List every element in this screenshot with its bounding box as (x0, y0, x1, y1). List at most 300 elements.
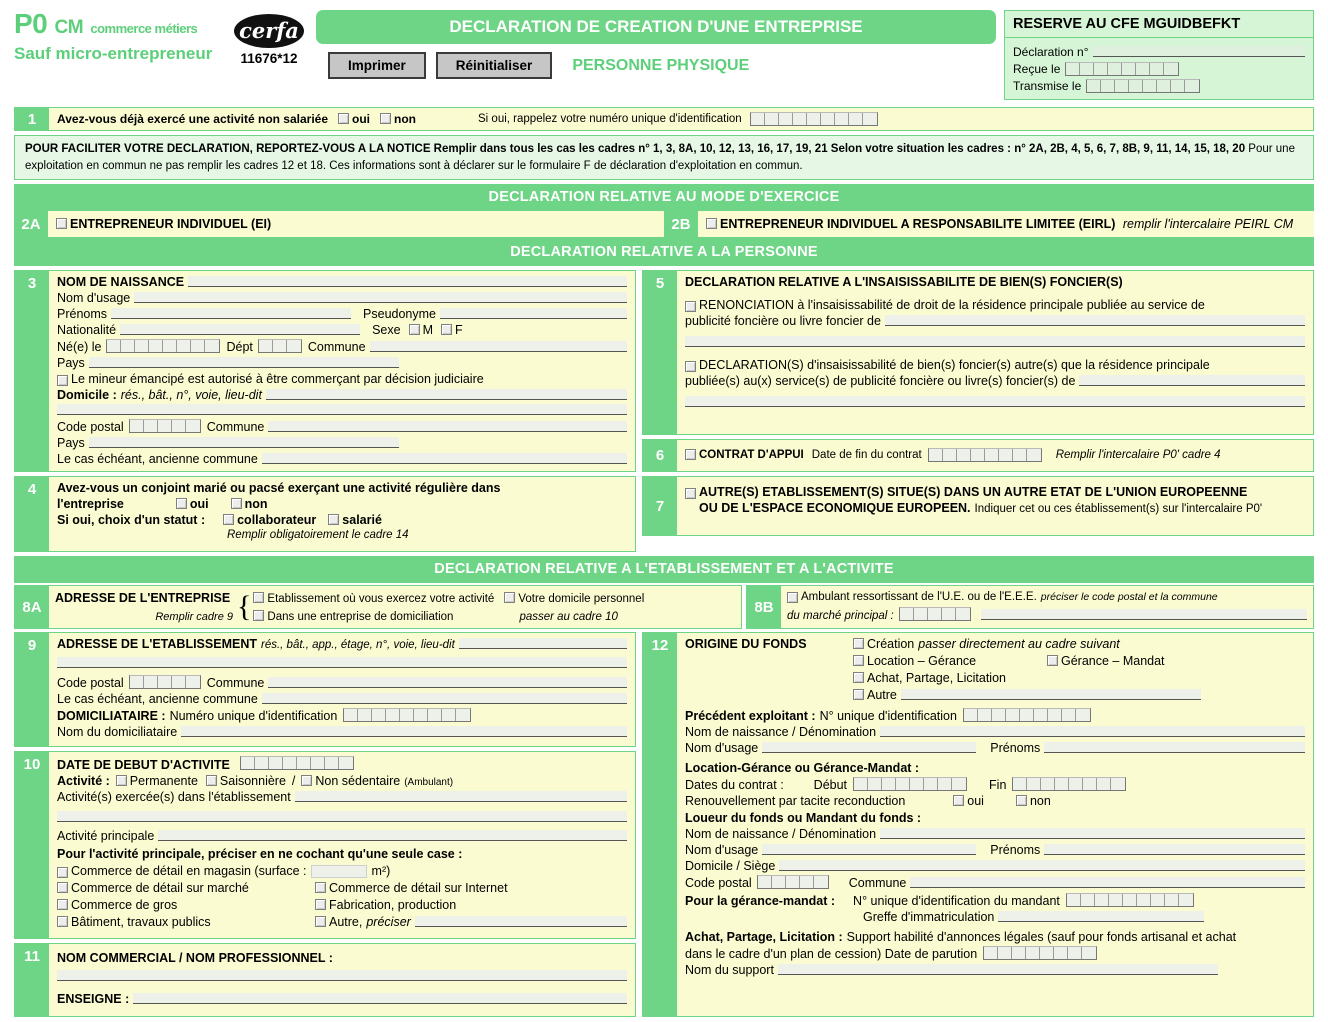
section-12 (642, 632, 1314, 1017)
opt-creation[interactable]: Création (853, 637, 914, 651)
section-5-body (677, 271, 1313, 434)
loueur-nom-naissance-input[interactable] (880, 828, 1305, 839)
precedent-nom-naissance-row (685, 725, 1305, 739)
section-9-hint: rés., bât., app., étage, n°, voie, lieu-dit (260, 639, 455, 652)
pays-domicile-input[interactable] (89, 437, 399, 448)
section-1-oui[interactable]: oui (338, 112, 370, 126)
section-4-body (49, 477, 635, 551)
checkbox-internet-icon[interactable] (315, 882, 326, 893)
section-9-ancienne-row (57, 692, 627, 706)
apl-support-input[interactable] (778, 964, 1218, 975)
commune-label: Commune (307, 340, 366, 355)
domiciliataire-label: DOMICILIATAIRE : (57, 709, 166, 724)
checkbox-salarie-icon[interactable] (328, 514, 339, 525)
nom-domiciliataire-row (57, 725, 627, 739)
pays-naissance-row (57, 356, 627, 370)
pays2-label: Pays (57, 436, 85, 451)
sexe-f-option[interactable]: F (441, 323, 463, 337)
precedent-nom-usage-input[interactable] (762, 742, 976, 753)
ancienne-commune-label: Le cas échéant, ancienne commune (57, 452, 258, 467)
declarations-label-2: publiée(s) au(x) service(s) de publicité foncière ou livre(s) foncier(s) de (685, 374, 1076, 389)
nationalite-input[interactable] (120, 324, 360, 335)
opt-autre[interactable]: Autre, (315, 915, 362, 929)
code-postal-cells[interactable] (129, 419, 201, 433)
section-12-title: ORIGINE DU FONDS (685, 637, 807, 652)
checkbox-mineur-icon[interactable] (57, 375, 68, 386)
checkbox-domiciliation-icon[interactable] (253, 610, 264, 621)
nom-domiciliataire-label: Nom du domiciliataire (57, 725, 178, 740)
section-5-title: DECLARATION RELATIVE A L'INSAISISSABILITE DE BIEN(S) FONCIER(S) (685, 275, 1123, 290)
nom-naissance-row (57, 275, 627, 289)
opt-batiment[interactable]: Bâtiment, travaux publics (57, 915, 315, 929)
pseudonyme-input[interactable] (440, 308, 627, 319)
checkbox-renouvellement-oui-icon[interactable] (953, 795, 964, 806)
apl-row (685, 930, 1305, 944)
section-1 (14, 107, 1314, 131)
section-8a-line1 (253, 592, 735, 605)
activites-exercees-row (57, 790, 627, 804)
declarations-row-2 (685, 374, 1305, 388)
checkbox-non-icon[interactable] (380, 113, 391, 124)
checkbox-autres-etablissements-icon[interactable] (685, 488, 696, 499)
section-9-body (49, 633, 635, 746)
checkbox-eirl-icon[interactable] (706, 218, 717, 229)
apl-row-2 (685, 946, 1305, 961)
section-4-oui[interactable]: oui (176, 497, 209, 511)
checkbox-sexe-m-icon[interactable] (409, 324, 420, 335)
section-9-cp-row (57, 675, 627, 690)
section-11-title: NOM COMMERCIAL / NOM PROFESSIONNEL : (57, 951, 333, 966)
renouvellement-oui[interactable]: oui (953, 794, 984, 808)
apl-support-row (685, 963, 1305, 977)
checkbox-etablissement-icon[interactable] (253, 592, 264, 603)
checkbox-conjoint-oui-icon[interactable] (176, 498, 187, 509)
option-domiciliation[interactable]: Dans une entreprise de domiciliation (253, 610, 453, 623)
nom-usage-label: Nom d'usage (57, 291, 131, 306)
domiciliataire-cells[interactable] (343, 708, 471, 722)
section-4-non[interactable]: non (231, 497, 268, 511)
declarations-label: DECLARATION(S) d'insaisissabilité de bien(s) foncier(s) autre(s) que la résidence principale (699, 358, 1210, 373)
loueur-title: Loueur du fonds ou Mandant du fonds : (685, 811, 922, 826)
section-1-question: Avez-vous déjà exercé une activité non salariée (57, 112, 329, 126)
loueur-domicile-input[interactable] (779, 860, 1305, 871)
section-9-title: ADRESSE DE L'ETABLISSEMENT (57, 637, 257, 652)
checkbox-gerance-mandat-icon[interactable] (1047, 655, 1058, 666)
naissance-row (57, 339, 627, 354)
pays-naissance-input[interactable] (89, 357, 399, 368)
dates-contrat-label: Dates du contrat : (685, 778, 784, 793)
declarations-row[interactable] (685, 358, 1305, 372)
precision-label: Pour l'activité principale, préciser en ne cochant qu'une seule case : (57, 847, 463, 862)
section-8a-title: ADRESSE DE L'ENTREPRISE (55, 591, 231, 606)
section-7-number: 7 (643, 477, 677, 535)
opt-marche[interactable]: Commerce de détail sur marché (57, 881, 315, 895)
form-header (0, 0, 1328, 100)
debut-label: Début (813, 778, 848, 793)
header-actions (316, 52, 996, 79)
loueur-commune-label: Commune (848, 876, 907, 891)
loueur-nom-usage-input[interactable] (762, 844, 976, 855)
apl-title: Achat, Partage, Licitation : (685, 930, 843, 945)
enseigne-row (57, 992, 627, 1006)
checkbox-collaborateur-icon[interactable] (223, 514, 234, 525)
opt-gros[interactable]: Commerce de gros (57, 898, 315, 912)
section-7-line2: OU DE L'ESPACE ECONOMIQUE EUROPEEN. (699, 501, 971, 516)
section-11 (14, 943, 636, 1017)
section-8b-commune-input[interactable] (981, 609, 1307, 620)
date-fin-cells[interactable] (928, 448, 1042, 462)
etablissement-right-column (642, 632, 1314, 1021)
commune-domicile-input[interactable] (268, 421, 627, 432)
option-non-sedentaire[interactable]: Non sédentaire (301, 774, 400, 788)
section-8a-title-block (55, 591, 233, 623)
page-title: DECLARATION DE CREATION D'UNE ENTREPRISE (316, 10, 996, 44)
cp-commune-row (57, 419, 627, 434)
commune-naissance-input[interactable] (370, 341, 627, 352)
autre-fonds-input[interactable] (901, 689, 1201, 700)
section-11-body (49, 944, 635, 1016)
code-postal-label: Code postal (57, 420, 124, 435)
declarations-input-2[interactable] (685, 396, 1305, 407)
transmise-le-row (1013, 79, 1305, 93)
opt-autre-input[interactable] (415, 916, 627, 927)
apl-support-label: Nom du support (685, 963, 774, 978)
activite-label: Activité : (57, 774, 110, 789)
domicile-input[interactable] (266, 389, 627, 400)
opt-magasin-unit: m²) (371, 864, 391, 879)
section-9-commune-input[interactable] (268, 677, 627, 688)
section-9-ancienne-input[interactable] (262, 693, 627, 704)
section-4-question-line2: l'entreprise oui non (57, 497, 268, 512)
section-7-line2-row (685, 501, 1305, 515)
recue-le-label: Reçue le (1013, 62, 1061, 76)
gm-greffe-input[interactable] (998, 911, 1204, 922)
section-4-number: 4 (15, 477, 49, 551)
section-2a-body[interactable] (48, 211, 664, 237)
gm-title: Pour la gérance-mandat : (685, 894, 836, 909)
loueur-domicile-row (685, 859, 1305, 873)
band-mode-exercice: DECLARATION RELATIVE AU MODE D'EXERCICE (14, 184, 1314, 211)
surface-input[interactable] (311, 865, 367, 878)
print-button[interactable]: Imprimer (328, 52, 426, 79)
section-8a-options (253, 592, 735, 623)
section-10-title: DATE DE DEBUT D'ACTIVITE (57, 758, 230, 773)
loueur-nom-usage-label: Nom d'usage (685, 843, 759, 858)
activite-type-row (57, 774, 627, 788)
checkbox-renouvellement-non-icon[interactable] (1016, 795, 1027, 806)
logo-subtitle: Sauf micro-entrepreneur (14, 44, 213, 63)
section-3 (14, 270, 636, 472)
section-6 (642, 439, 1314, 472)
activite-principale-row (57, 829, 627, 843)
section-8b-cp-cells[interactable] (899, 607, 971, 621)
checkbox-marche-icon[interactable] (57, 882, 68, 893)
renonciation-input-2[interactable] (685, 336, 1305, 347)
activite-principale-label: Activité principale (57, 829, 155, 844)
section-8a-line2 (253, 610, 735, 623)
personne-physique-label: PERSONNE PHYSIQUE (572, 56, 750, 74)
opt-location-gerance[interactable]: Location – Gérance (853, 654, 1047, 668)
loueur-nom-naissance-row (685, 827, 1305, 841)
renouvellement-non[interactable]: non (1016, 794, 1051, 808)
date-debut-row (57, 756, 627, 772)
prenoms-input[interactable] (111, 308, 351, 319)
recue-le-row (1013, 62, 1305, 76)
enseigne-input[interactable] (133, 993, 627, 1004)
renonciation-input[interactable] (885, 315, 1305, 326)
adresse-etab-input-2[interactable] (57, 657, 627, 668)
fin-cells[interactable] (1012, 777, 1126, 791)
checkbox-domicile-personnel-icon[interactable] (504, 592, 515, 603)
precedent-nom-usage-label: Nom d'usage (685, 741, 759, 756)
checkbox-contrat-appui-icon[interactable] (685, 449, 696, 460)
section-4-statut-row (57, 513, 627, 527)
adresse-etab-row2 (57, 657, 627, 670)
sexe-m-option[interactable]: M (409, 323, 433, 337)
precedent-nom-naissance-input[interactable] (880, 726, 1305, 737)
logo-title-line (14, 10, 230, 43)
opt-batiment-autre-row (57, 915, 627, 929)
pays-domicile-row (57, 436, 627, 450)
fin-label: Fin (989, 778, 1007, 793)
loueur-cp-cells[interactable] (757, 875, 829, 889)
nom-naissance-input[interactable] (188, 276, 627, 287)
activite-separator: / (291, 774, 296, 789)
reset-button[interactable]: Réinitialiser (436, 52, 553, 79)
domiciliataire-row (57, 708, 627, 723)
etablissement-left-column (14, 632, 636, 1021)
domicile-row-2 (57, 404, 627, 417)
dept-cells[interactable] (258, 339, 302, 353)
section-2-row (14, 211, 1314, 239)
ne-le-label: Né(e) le (57, 340, 102, 355)
section-3-body (49, 271, 635, 471)
section-7-note: Indiquer cet ou ces établissement(s) sur l'intercalaire P0' (974, 503, 1263, 516)
activites-exercees-input-2[interactable] (57, 811, 627, 822)
opt-marche-internet-row (57, 881, 627, 895)
gm-greffe-row (685, 910, 1305, 924)
apl-text-2: dans le cadre d'un plan de cession) Date de parution (685, 947, 978, 962)
loueur-cp-label: Code postal (685, 876, 752, 891)
activite-principale-input[interactable] (158, 830, 627, 841)
date-debut-cells[interactable] (240, 756, 354, 770)
debut-cells[interactable] (853, 777, 967, 791)
activites-exercees-input[interactable] (295, 791, 627, 802)
checkbox-ei-icon[interactable] (56, 218, 67, 229)
section-8b-line2 (787, 607, 1307, 622)
declaration-number-input[interactable] (1093, 46, 1305, 57)
renonciation-label-2: publicité foncière ou livre foncier de (685, 314, 881, 329)
precedent-prenoms-input[interactable] (1044, 742, 1305, 753)
section-6-title: CONTRAT D'APPUI (699, 448, 804, 461)
section-1-non[interactable]: non (380, 112, 416, 126)
section-2a-number: 2A (14, 211, 48, 237)
mineur-row[interactable] (57, 372, 627, 386)
section-8a-body (49, 586, 741, 628)
band-etablissement-wrap (14, 556, 1314, 583)
option-domicile-personnel[interactable]: Votre domicile personnel (504, 592, 644, 605)
pseudonyme-label: Pseudonyme (363, 307, 436, 322)
reserve-body (1004, 38, 1314, 100)
opt-magasin-row[interactable] (57, 864, 627, 878)
nom-naissance-label: NOM DE NAISSANCE (57, 275, 185, 290)
section-11-number: 11 (15, 944, 49, 1016)
section-7-body (677, 477, 1313, 535)
nom-commercial-row (57, 970, 627, 983)
option-permanente[interactable]: Permanente (116, 774, 198, 788)
statut-collaborateur[interactable]: collaborateur (223, 513, 316, 527)
checkbox-saisonniere-icon[interactable] (206, 775, 217, 786)
header-center (308, 10, 996, 79)
prenoms-label: Prénoms (57, 307, 108, 322)
section-4 (14, 476, 636, 552)
section-2b-label: ENTREPRENEUR INDIVIDUEL A RESPONSABILITE LIMITEE (EIRL) (720, 217, 1116, 232)
pays-label: Pays (57, 356, 85, 371)
renouvellement-row (685, 794, 1305, 808)
domicile-input-2[interactable] (57, 404, 627, 415)
section-9-cp-cells[interactable] (129, 675, 201, 689)
ambulant-note: (Ambulant) (404, 777, 454, 789)
checkbox-oui-icon[interactable] (338, 113, 349, 124)
section-9-commune-label: Commune (206, 676, 265, 691)
checkbox-sexe-f-icon[interactable] (441, 324, 452, 335)
opt-gerance-mandat[interactable]: Gérance – Mandat (1047, 654, 1165, 668)
opt-autre-fonds[interactable]: Autre (853, 688, 897, 702)
gm-num-cells[interactable] (1066, 893, 1194, 907)
section-12-body (677, 633, 1313, 1016)
precedent-cells[interactable] (963, 708, 1091, 722)
section-8b-number: 8B (747, 586, 781, 628)
etablissement-columns (14, 632, 1314, 1021)
nom-domiciliataire-input[interactable] (181, 726, 627, 737)
band-personne: DECLARATION RELATIVE A LA PERSONNE (14, 239, 1314, 266)
logo-commerce-metiers: commerce métiers (90, 21, 198, 36)
person-columns (14, 270, 1314, 556)
reserve-title: RESERVE AU CFE MGUIDBEFKT (1004, 10, 1314, 38)
domicile-row (57, 388, 627, 402)
precedent-hint: N° unique d'identification (819, 709, 957, 724)
section-1-hint: Si oui, rappelez votre numéro unique d'identification (478, 113, 742, 125)
section-4-note: Remplir obligatoirement le cadre 14 (227, 529, 409, 542)
section-2b-note: remplir l'intercalaire PEIRL CM (1122, 217, 1294, 232)
option-etablissement[interactable]: Etablissement où vous exercez votre activité (253, 592, 494, 605)
checkbox-autre-fonds-icon[interactable] (853, 689, 864, 700)
ancienne-commune-row (57, 452, 627, 466)
loueur-prenoms-input[interactable] (1044, 844, 1305, 855)
adresse-etab-input[interactable] (459, 638, 627, 649)
checkbox-location-gerance-icon[interactable] (853, 655, 864, 666)
section-1-number: 1 (15, 108, 49, 130)
checkbox-non-sedentaire-icon[interactable] (301, 775, 312, 786)
checkbox-gros-icon[interactable] (57, 899, 68, 910)
checkbox-declarations-icon[interactable] (685, 361, 696, 372)
enseigne-label: ENSEIGNE : (57, 992, 130, 1007)
adresse-etab-row (57, 637, 627, 651)
reserve-cfe-box (1004, 10, 1314, 100)
form-logo (14, 10, 230, 64)
opt-fabrication[interactable]: Fabrication, production (315, 898, 456, 912)
dept-label: Dépt (226, 340, 253, 355)
cerfa-oval: cerfa (234, 14, 304, 48)
gm-num-label: N° unique d'identification du mandant (853, 894, 1060, 909)
domicile-label: Domicile : (57, 388, 117, 403)
checkbox-magasin-icon[interactable] (57, 867, 68, 878)
checkbox-renonciation-icon[interactable] (685, 301, 696, 312)
opt-achat-row (685, 671, 1305, 685)
section-10-number: 10 (15, 752, 49, 938)
renonciation-row[interactable] (685, 298, 1305, 312)
section-8b-line1[interactable] (787, 591, 1307, 603)
renonciation-row-3 (685, 336, 1305, 349)
loueur-domicile-label: Domicile / Siège (685, 859, 776, 874)
section-2a-label: ENTREPRENEUR INDIVIDUEL (EI) (70, 217, 272, 232)
recue-le-date-cells[interactable] (1065, 62, 1179, 76)
domiciliataire-hint: Numéro unique d'identification (169, 709, 338, 724)
section-2b-body[interactable] (698, 211, 1314, 237)
checkbox-permanente-icon[interactable] (116, 775, 127, 786)
loueur-prenoms-label: Prénoms (990, 843, 1041, 858)
section-5 (642, 270, 1314, 435)
opt-internet[interactable]: Commerce de détail sur Internet (315, 881, 508, 895)
brace-decoration: { (237, 590, 252, 624)
statut-salarie[interactable]: salarié (328, 513, 382, 527)
band-personne-wrap (14, 239, 1314, 266)
checkbox-autre-icon[interactable] (315, 916, 326, 927)
commune-domicile-label: Commune (206, 420, 265, 435)
renouvellement-label: Renouvellement par tacite reconduction (685, 794, 906, 809)
opt-achat[interactable]: Achat, Partage, Licitation (853, 671, 1006, 685)
opt-autre-fonds-row (685, 688, 1305, 702)
option-saisonniere[interactable]: Saisonnière (206, 774, 286, 788)
nationalite-sexe-row (57, 323, 627, 337)
checkbox-batiment-icon[interactable] (57, 916, 68, 927)
transmise-le-date-cells[interactable] (1086, 79, 1200, 93)
checkbox-fabrication-icon[interactable] (315, 899, 326, 910)
nom-commercial-input[interactable] (57, 970, 627, 981)
checkbox-conjoint-non-icon[interactable] (231, 498, 242, 509)
section-7-line1: AUTRE(S) ETABLISSEMENT(S) SITUE(S) DANS UN AUTRE ETAT DE L'UNION EUROPEENNE (699, 485, 1248, 500)
nom-usage-input[interactable] (134, 292, 627, 303)
section-8b-marche-label: du marché principal : (787, 610, 894, 623)
declarations-row-3 (685, 396, 1305, 409)
section-8b (746, 585, 1314, 629)
prenoms-pseudonyme-row (57, 307, 627, 321)
section-9 (14, 632, 636, 747)
checkbox-ambulant-icon[interactable] (787, 592, 798, 603)
checkbox-achat-icon[interactable] (853, 672, 864, 683)
precedent-exploitant-row (685, 708, 1305, 723)
apl-text: Support habilité d'annonces légales (sauf pour fonds artisanal et achat (846, 930, 1237, 945)
statut-label: Si oui, choix d'un statut : (57, 513, 206, 528)
declaration-number-row (1013, 45, 1305, 59)
domicile-hint: rés., bât., n°, voie, lieu-dit (120, 388, 262, 403)
renonciation-row-2 (685, 314, 1305, 328)
section-10-body (49, 752, 635, 938)
loueur-commune-input[interactable] (910, 877, 1305, 888)
precedent-prenoms-label: Prénoms (990, 741, 1041, 756)
section-8a (14, 585, 742, 629)
checkbox-creation-icon[interactable] (853, 638, 864, 649)
section-1-id-cells[interactable] (750, 112, 878, 126)
section-7-line1-row[interactable] (685, 485, 1305, 499)
apl-date-cells[interactable] (983, 946, 1097, 960)
declarations-input[interactable] (1079, 375, 1305, 386)
ancienne-commune-input[interactable] (262, 453, 627, 464)
section-8b-label: Ambulant ressortissant de l'U.E. ou de l'E.E.E. (801, 591, 1037, 604)
activites-exercees-row2 (57, 811, 627, 824)
ne-le-date-cells[interactable] (106, 339, 220, 353)
precedent-nom-naissance-label: Nom de naissance / Dénomination (685, 725, 877, 740)
